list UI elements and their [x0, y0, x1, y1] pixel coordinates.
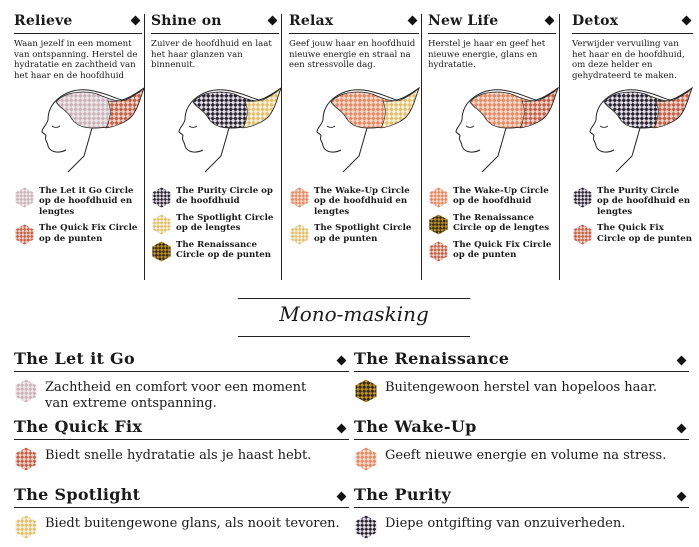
mask-description: Biedt snelle hydratatie als je haast hebt.: [45, 448, 312, 463]
wake-up-hex-icon: [354, 447, 378, 471]
diamond-icon: [677, 356, 687, 366]
mask-name: The Purity: [354, 485, 452, 504]
wake-up-hex-icon: [289, 187, 310, 208]
regimen-item: [572, 186, 693, 217]
mask-description: Buitengewoon herstel van hopeloos haar.: [385, 380, 658, 395]
regimen-description: Herstel je haar en geef het nieuwe energie, glans en hydratatie.: [428, 39, 546, 71]
regimen-item: [428, 186, 556, 207]
quick-fix-hex-icon: [14, 224, 35, 245]
regimen-shine-on: [151, 0, 279, 280]
divider: [572, 33, 693, 34]
divider: [238, 298, 470, 299]
mask-description: Zachtheid en comfort voor een moment van extreme ontspanning.: [45, 380, 307, 411]
regimen-item: [151, 186, 279, 207]
diamond-icon: [131, 16, 141, 26]
mask-description: Biedt buitengewone glans, als nooit tevoren.: [45, 516, 340, 531]
regimen-item: [289, 223, 419, 244]
mask-description: Geeft nieuwe energie en volume na stress.: [385, 448, 667, 463]
mask-name: The Renaissance: [354, 349, 510, 368]
regimen-item: [289, 186, 419, 217]
divider: [354, 507, 689, 508]
quick-fix-hex-icon: [428, 241, 449, 262]
diamond-icon: [408, 16, 418, 26]
mask-name: The Wake-Up: [354, 417, 477, 436]
let-it-go-hex-icon: [14, 379, 38, 403]
renaissance-hex-icon: [428, 214, 449, 235]
item-label: The Let it Go Circle op de hoofdhuid en lengtes: [39, 186, 134, 217]
diamond-icon: [677, 492, 687, 502]
renaissance-hex-icon: [151, 241, 172, 262]
item-label: The Purity Circle op de hoofdhuid: [176, 186, 273, 207]
regimen-items: [428, 186, 556, 266]
divider: [238, 336, 470, 337]
regimen-title: Relax: [289, 13, 334, 29]
regimen-title: Relieve: [14, 13, 73, 29]
regimen-description: Verwijder vervuiling van het haar en de hoofdhuid, om deze helder en gehydrateerd te maken.: [572, 39, 685, 81]
regimen-item: [151, 213, 279, 234]
wake-up-hex-icon: [428, 187, 449, 208]
divider: [14, 371, 349, 372]
mask-name: The Quick Fix: [14, 417, 143, 436]
item-label: The Quick Fix Circle op de punten: [453, 239, 552, 261]
divider: [354, 439, 689, 440]
divider: [14, 439, 349, 440]
divider: [14, 507, 349, 508]
regimen-description: Waan jezelf in een moment van ontspanning. Herstel de hydratatie en zachtheid van het haar en de hoofdhuid: [14, 39, 138, 81]
section-title: Mono-masking: [279, 302, 429, 326]
head-illustration: [301, 80, 421, 175]
item-label: The Wake-Up Circle op de hoofdhuid: [453, 186, 549, 207]
regimen-title: Shine on: [151, 13, 222, 29]
diamond-icon: [337, 424, 347, 434]
regimen-item: [572, 223, 693, 244]
regimen-items: [572, 186, 693, 250]
diamond-icon: [677, 424, 687, 434]
regimen-items: [151, 186, 279, 266]
diamond-icon: [337, 492, 347, 502]
column-separator: [281, 14, 282, 280]
renaissance-hex-icon: [354, 379, 378, 403]
quick-fix-hex-icon: [14, 447, 38, 471]
mask-name: The Let it Go: [14, 349, 135, 368]
regimen-item: [14, 186, 142, 217]
item-label: The Quick Fix Circle op de punten: [39, 223, 138, 244]
head-illustration: [26, 80, 146, 175]
divider: [428, 33, 556, 34]
item-label: The Renaissance Circle op de lengtes: [453, 212, 550, 234]
divider: [289, 33, 419, 34]
let-it-go-hex-icon: [14, 187, 35, 208]
diamond-icon: [682, 16, 692, 26]
regimen-detox: [572, 0, 693, 280]
item-label: The Renaissance Circle op de punten: [176, 239, 271, 261]
item-label: The Purity Circle op de hoofdhuid en lengtes: [597, 186, 691, 217]
divider: [354, 371, 689, 372]
regimen-item: [428, 240, 556, 261]
regimen-description: Geef jouw haar en hoofdhuid nieuwe energie en straal na een stressvolle dag.: [289, 39, 416, 71]
spotlight-hex-icon: [289, 224, 310, 245]
column-separator: [144, 14, 145, 280]
diamond-icon: [337, 356, 347, 366]
purity-hex-icon: [151, 187, 172, 208]
column-separator: [559, 14, 560, 280]
item-label: The Wake-Up Circle op de hoofdhuid en lengtes: [314, 186, 410, 217]
regimen-title: Detox: [572, 13, 619, 29]
regimen-items: [289, 186, 419, 250]
diamond-icon: [268, 16, 278, 26]
item-label: The Spotlight Circle op de punten: [314, 223, 412, 244]
column-separator: [421, 14, 422, 280]
purity-hex-icon: [572, 187, 593, 208]
spotlight-hex-icon: [151, 214, 172, 235]
mask-name: The Spotlight: [14, 485, 141, 504]
regimen-description: Zuiver de hoofdhuid en laat het haar glanzen van binnenuit.: [151, 39, 272, 71]
head-illustration: [440, 80, 560, 175]
regimen-item: [428, 213, 556, 234]
regimen-relax: [289, 0, 419, 280]
purity-hex-icon: [354, 515, 378, 539]
head-illustration: [574, 80, 694, 175]
head-illustration: [163, 80, 283, 175]
quick-fix-hex-icon: [572, 224, 593, 245]
regimen-title: New Life: [428, 13, 499, 29]
diamond-icon: [545, 16, 555, 26]
regimen-relieve: [14, 0, 142, 280]
regimen-item: [151, 240, 279, 261]
regimen-new-life: [428, 0, 556, 280]
spotlight-hex-icon: [14, 515, 38, 539]
mask-description: Diepe ontgifting van onzuiverheden.: [385, 516, 626, 531]
item-label: The Quick Fix Circle op de punten: [597, 223, 692, 244]
divider: [151, 33, 279, 34]
divider: [14, 33, 142, 34]
regimen-items: [14, 186, 142, 250]
item-label: The Spotlight Circle op de lengtes: [176, 212, 274, 234]
regimen-item: [14, 223, 142, 244]
